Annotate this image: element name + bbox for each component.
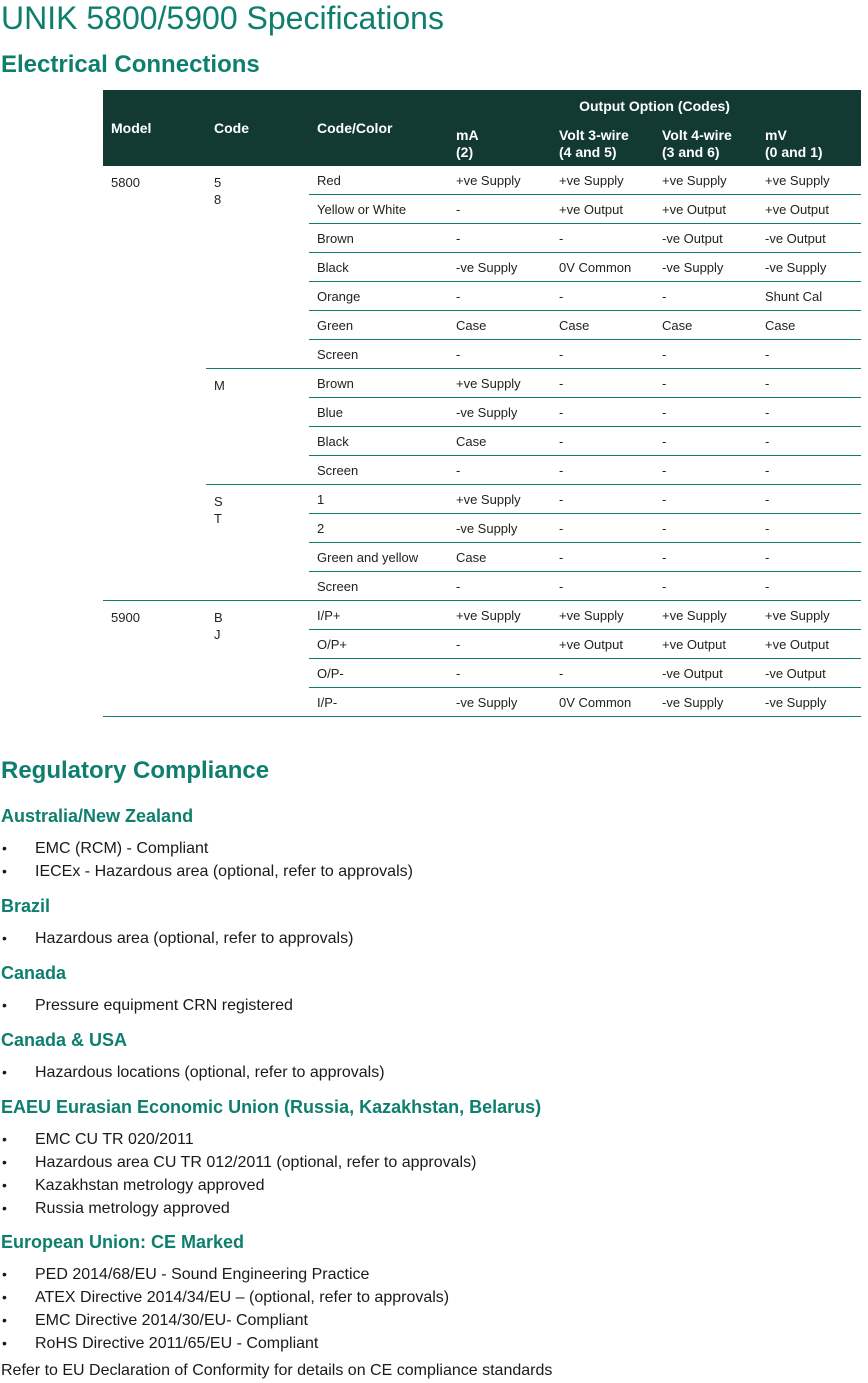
list-item: • Pressure equipment CRN registered	[0, 994, 293, 1017]
cell-volt4: -	[654, 369, 757, 398]
cell-code-color: Screen	[309, 572, 448, 601]
cell-volt3: -	[551, 369, 654, 398]
cell-volt4: -	[654, 514, 757, 543]
header-model: Model	[103, 90, 206, 166]
list-item: • EMC (RCM) - Compliant	[0, 837, 413, 860]
cell-volt4: Case	[654, 311, 757, 340]
cell-mv: -ve Output	[757, 659, 861, 688]
cell-code: S T	[206, 485, 309, 601]
compliance-list	[0, 994, 293, 1017]
header-mv: mV (0 and 1)	[757, 122, 861, 166]
cell-code: M	[206, 369, 309, 485]
region-heading: European Union: CE Marked	[1, 1232, 245, 1252]
cell-volt4: +ve Supply	[654, 166, 757, 195]
compliance-list	[0, 927, 353, 950]
table-row	[103, 601, 861, 630]
header-volt3: Volt 3-wire (4 and 5)	[551, 122, 654, 166]
cell-ma: +ve Supply	[448, 166, 551, 195]
cell-mv: -ve Supply	[757, 253, 861, 282]
cell-mv: -	[757, 572, 861, 601]
cell-volt3: -	[551, 340, 654, 369]
cell-ma: -	[448, 340, 551, 369]
cell-code-color: Brown	[309, 369, 448, 398]
cell-code-color: Screen	[309, 340, 448, 369]
cell-mv: -	[757, 485, 861, 514]
cell-mv: -	[757, 514, 861, 543]
cell-volt4: +ve Output	[654, 195, 757, 224]
cell-volt4: +ve Output	[654, 630, 757, 659]
cell-volt3: -	[551, 543, 654, 572]
cell-model: 5800	[103, 166, 206, 601]
header-code: Code	[206, 90, 309, 166]
cell-volt4: -	[654, 543, 757, 572]
cell-code-color: O/P-	[309, 659, 448, 688]
cell-ma: -	[448, 659, 551, 688]
cell-mv: -	[757, 369, 861, 398]
cell-mv: -	[757, 543, 861, 572]
cell-volt3: -	[551, 485, 654, 514]
cell-mv: -	[757, 427, 861, 456]
cell-code-color: O/P+	[309, 630, 448, 659]
cell-mv: -	[757, 398, 861, 427]
cell-code-color: Black	[309, 427, 448, 456]
cell-mv: +ve Supply	[757, 166, 861, 195]
cell-volt3: +ve Output	[551, 630, 654, 659]
cell-volt4: -	[654, 456, 757, 485]
cell-ma: -ve Supply	[448, 398, 551, 427]
list-item: • PED 2014/68/EU - Sound Engineering Practice	[0, 1263, 449, 1286]
cell-code-color: Blue	[309, 398, 448, 427]
header-volt4: Volt 4-wire (3 and 6)	[654, 122, 757, 166]
table-body	[103, 166, 861, 717]
list-item: • Russia metrology approved	[0, 1197, 476, 1220]
list-item: • Hazardous area CU TR 012/2011 (optional, refer to approvals)	[0, 1151, 476, 1174]
list-item: • Hazardous locations (optional, refer to approvals)	[0, 1061, 385, 1084]
cell-ma: Case	[448, 311, 551, 340]
region-heading: EAEU Eurasian Economic Union (Russia, Kazakhstan, Belarus)	[1, 1097, 542, 1117]
cell-volt3: 0V Common	[551, 688, 654, 717]
ce-footnote: Refer to EU Declaration of Conformity for details on CE compliance standards	[1, 1362, 553, 1379]
cell-volt3: -	[551, 224, 654, 253]
compliance-list	[0, 1128, 476, 1220]
region-heading: Canada & USA	[1, 1030, 128, 1050]
cell-volt4: -ve Output	[654, 659, 757, 688]
cell-volt4: +ve Supply	[654, 601, 757, 630]
list-item: • EMC CU TR 020/2011	[0, 1128, 476, 1151]
cell-volt4: -	[654, 340, 757, 369]
electrical-connections-heading: Electrical Connections	[1, 51, 260, 78]
cell-ma: -	[448, 630, 551, 659]
cell-model: 5900	[103, 601, 206, 717]
cell-ma: -	[448, 572, 551, 601]
cell-mv: Shunt Cal	[757, 282, 861, 311]
cell-mv: +ve Output	[757, 630, 861, 659]
compliance-list	[0, 1061, 385, 1084]
cell-volt3: -	[551, 398, 654, 427]
cell-ma: -ve Supply	[448, 688, 551, 717]
cell-code-color: Green	[309, 311, 448, 340]
table-row	[103, 166, 861, 195]
list-item: • Hazardous area (optional, refer to approvals)	[0, 927, 353, 950]
cell-code-color: 1	[309, 485, 448, 514]
region-heading: Brazil	[1, 896, 51, 916]
electrical-connections-table	[103, 90, 861, 717]
cell-code: B J	[206, 601, 309, 717]
cell-code-color: Screen	[309, 456, 448, 485]
cell-ma: Case	[448, 427, 551, 456]
cell-mv: +ve Output	[757, 195, 861, 224]
header-ma: mA (2)	[448, 122, 551, 166]
list-item: • RoHS Directive 2011/65/EU - Compliant	[0, 1332, 449, 1355]
cell-volt3: 0V Common	[551, 253, 654, 282]
cell-volt3: -	[551, 282, 654, 311]
header-output-option: Output Option (Codes)	[448, 90, 861, 122]
cell-volt4: -ve Supply	[654, 688, 757, 717]
page-title: UNIK 5800/5900 Specifications	[1, 0, 444, 36]
cell-ma: +ve Supply	[448, 601, 551, 630]
cell-code-color: I/P+	[309, 601, 448, 630]
cell-ma: -	[448, 456, 551, 485]
cell-mv: -	[757, 340, 861, 369]
list-item: • Kazakhstan metrology approved	[0, 1174, 476, 1197]
cell-mv: -ve Output	[757, 224, 861, 253]
cell-code-color: I/P-	[309, 688, 448, 717]
compliance-list	[0, 1263, 449, 1355]
cell-ma: -	[448, 282, 551, 311]
table-row	[103, 485, 861, 514]
cell-code-color: Green and yellow	[309, 543, 448, 572]
cell-volt3: -	[551, 427, 654, 456]
cell-volt3: Case	[551, 311, 654, 340]
list-item: • ATEX Directive 2014/34/EU – (optional, refer to approvals)	[0, 1286, 449, 1309]
cell-volt3: -	[551, 456, 654, 485]
cell-mv: Case	[757, 311, 861, 340]
cell-ma: +ve Supply	[448, 369, 551, 398]
cell-volt3: -	[551, 659, 654, 688]
cell-volt4: -	[654, 572, 757, 601]
cell-mv: -	[757, 456, 861, 485]
cell-ma: -	[448, 224, 551, 253]
list-item: • EMC Directive 2014/30/EU- Compliant	[0, 1309, 449, 1332]
cell-code-color: Orange	[309, 282, 448, 311]
region-heading: Australia/New Zealand	[1, 806, 194, 826]
cell-volt4: -	[654, 282, 757, 311]
cell-volt3: +ve Supply	[551, 601, 654, 630]
cell-code-color: Red	[309, 166, 448, 195]
cell-volt3: +ve Output	[551, 195, 654, 224]
cell-code-color: Brown	[309, 224, 448, 253]
cell-ma: -ve Supply	[448, 514, 551, 543]
cell-ma: -	[448, 195, 551, 224]
cell-volt3: -	[551, 572, 654, 601]
cell-volt4: -	[654, 398, 757, 427]
cell-code-color: 2	[309, 514, 448, 543]
cell-ma: +ve Supply	[448, 485, 551, 514]
cell-code: 5 8	[206, 166, 309, 369]
cell-volt3: -	[551, 514, 654, 543]
cell-code-color: Yellow or White	[309, 195, 448, 224]
list-item: • IECEx - Hazardous area (optional, refer to approvals)	[0, 860, 413, 883]
cell-code-color: Black	[309, 253, 448, 282]
compliance-list	[0, 837, 413, 883]
cell-volt3: +ve Supply	[551, 166, 654, 195]
cell-volt4: -	[654, 427, 757, 456]
cell-volt4: -	[654, 485, 757, 514]
header-code-color: Code/Color	[309, 90, 448, 166]
regulatory-compliance-heading: Regulatory Compliance	[1, 757, 270, 784]
table-row	[103, 369, 861, 398]
cell-volt4: -ve Output	[654, 224, 757, 253]
region-heading: Canada	[1, 963, 67, 983]
cell-ma: -ve Supply	[448, 253, 551, 282]
cell-mv: -ve Supply	[757, 688, 861, 717]
cell-volt4: -ve Supply	[654, 253, 757, 282]
cell-mv: +ve Supply	[757, 601, 861, 630]
cell-ma: Case	[448, 543, 551, 572]
